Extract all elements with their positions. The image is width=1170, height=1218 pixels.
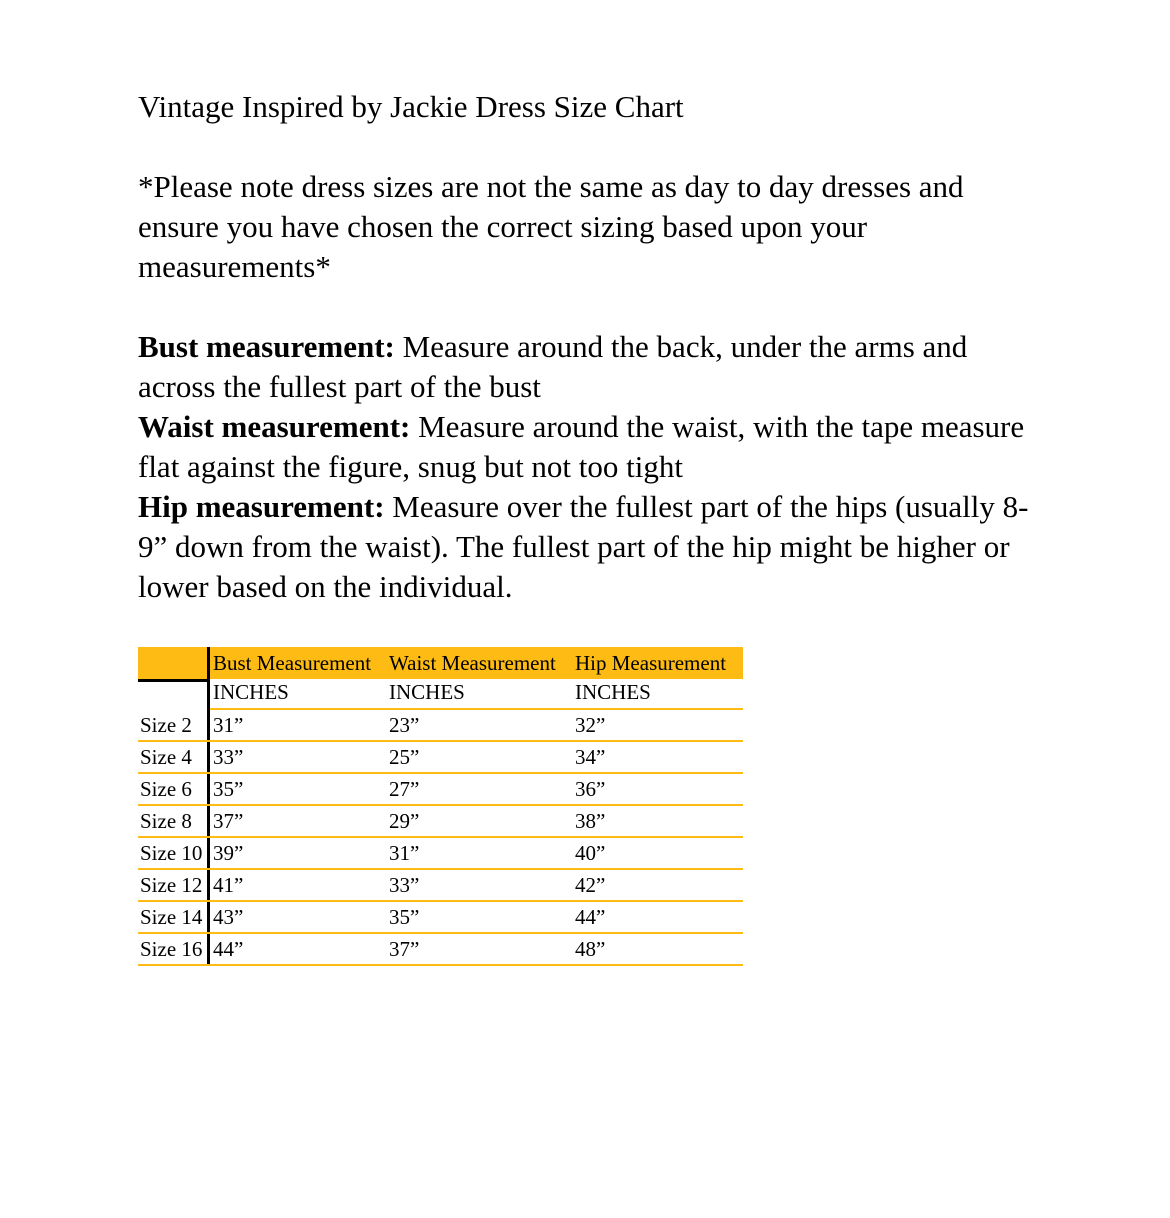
page-title: Vintage Inspired by Jackie Dress Size Chart	[138, 89, 684, 124]
waist-cell: 37”	[389, 936, 420, 961]
document-body	[138, 87, 1038, 607]
hip-cell: 44”	[575, 904, 606, 929]
waist-cell: 27”	[389, 776, 420, 801]
units-cell-waist: INCHES	[387, 679, 573, 710]
table-row	[138, 870, 743, 902]
table-row	[138, 934, 743, 966]
size-cell: Size 10	[138, 838, 210, 868]
bust-cell: 33”	[213, 744, 244, 769]
hip-cell: 32”	[575, 712, 606, 737]
size-cell: Size 12	[138, 870, 210, 900]
waist-definition	[138, 407, 1038, 487]
waist-text: Measure around the waist, with the tape measure flat against the figure, snug but not too tight	[138, 409, 1025, 484]
waist-cell: 29”	[389, 808, 420, 833]
measurement-definitions	[138, 327, 1038, 607]
waist-cell: 35”	[389, 904, 420, 929]
hip-text: Measure over the fullest part of the hips (usually 8-9” down from the waist). The fullest part of the hip might be higher or lower based on the individual.	[138, 489, 1029, 604]
waist-cell: 23”	[389, 712, 420, 737]
table-row	[138, 838, 743, 870]
size-cell: Size 8	[138, 806, 210, 836]
hip-definition	[138, 487, 1038, 607]
bust-cell: 39”	[213, 840, 244, 865]
bust-text: Measure around the back, under the arms and across the fullest part of the bust	[138, 329, 968, 404]
size-cell: Size 14	[138, 902, 210, 932]
table-row	[138, 710, 743, 742]
hip-cell: 42”	[575, 872, 606, 897]
header-cell-waist: Waist Measurement	[389, 650, 556, 675]
table-row	[138, 774, 743, 806]
hip-cell: 40”	[575, 840, 606, 865]
hip-term: Hip measurement:	[138, 489, 385, 524]
header-cell-bust: Bust Measurement	[213, 650, 372, 675]
hip-cell: 36”	[575, 776, 606, 801]
bust-cell: 31”	[213, 712, 244, 737]
size-cell: Size 2	[138, 710, 210, 740]
bust-cell: 37”	[213, 808, 244, 833]
table-row	[138, 742, 743, 774]
units-cell-bust: INCHES	[210, 679, 387, 710]
waist-cell: 33”	[389, 872, 420, 897]
table-units-row	[138, 679, 743, 710]
header-cell-hip: Hip Measurement	[575, 650, 727, 675]
units-cell-blank	[138, 679, 210, 710]
units-cell-hip: INCHES	[573, 679, 743, 710]
bust-cell: 41”	[213, 872, 244, 897]
header-cell-blank	[138, 647, 210, 679]
table-row	[138, 806, 743, 838]
hip-cell: 38”	[575, 808, 606, 833]
bust-term: Bust measurement:	[138, 329, 395, 364]
size-cell: Size 6	[138, 774, 210, 804]
size-table	[138, 647, 743, 966]
size-cell: Size 4	[138, 742, 210, 772]
table-body	[138, 710, 743, 966]
table-row	[138, 902, 743, 934]
waist-cell: 31”	[389, 840, 420, 865]
bust-cell: 44”	[213, 936, 244, 961]
table-header-row	[138, 647, 743, 679]
waist-term: Waist measurement:	[138, 409, 411, 444]
size-cell: Size 16	[138, 934, 210, 964]
sizing-note: *Please note dress sizes are not the same as day to day dresses and ensure you have chosen the correct sizing based upon your measurements*	[138, 169, 964, 284]
hip-cell: 34”	[575, 744, 606, 769]
hip-cell: 48”	[575, 936, 606, 961]
bust-cell: 35”	[213, 776, 244, 801]
bust-definition	[138, 327, 1038, 407]
bust-cell: 43”	[213, 904, 244, 929]
waist-cell: 25”	[389, 744, 420, 769]
